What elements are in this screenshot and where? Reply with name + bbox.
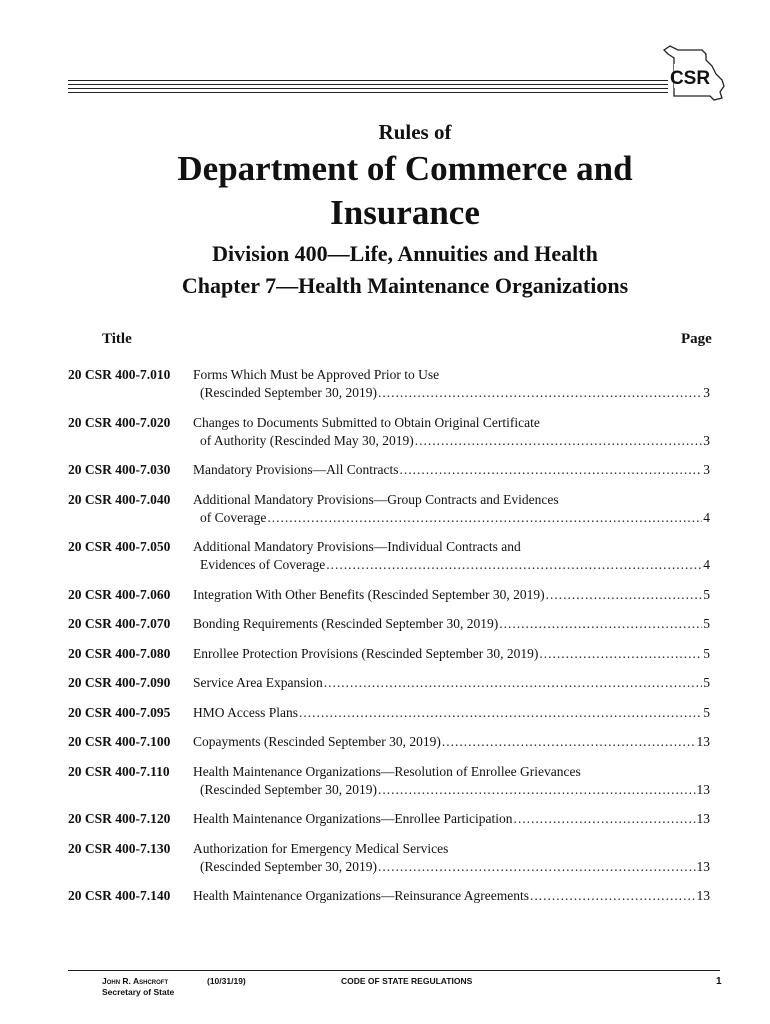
toc-entry-code: 20 CSR 400-7.070 xyxy=(68,616,171,631)
toc-page-header: Page xyxy=(681,331,712,347)
secretary-name: John R. Ashcroft xyxy=(102,976,169,986)
toc-entry-title-continued: of Authority (Rescinded May 30, 2019) xyxy=(200,432,414,448)
division-title: Division 400—Life, Annuities and Health xyxy=(212,241,598,266)
dot-leader xyxy=(378,858,696,876)
toc-entry-title-continued: (Rescinded September 30, 2019) xyxy=(200,858,377,874)
toc-entry-title: Service Area Expansion xyxy=(193,675,323,690)
toc-entry-code: 20 CSR 400-7.100 xyxy=(68,734,171,749)
toc-entry-title: Mandatory Provisions—All Contracts xyxy=(193,462,399,477)
toc-entry-title: Changes to Documents Submitted to Obtain Original Certificate xyxy=(193,414,540,430)
toc-entry-code: 20 CSR 400-7.140 xyxy=(68,888,171,903)
footer-code-label: CODE OF STATE REGULATIONS xyxy=(341,976,473,986)
toc-entry xyxy=(68,366,710,402)
dot-leader xyxy=(415,432,703,450)
toc-entry-title-continued: of Coverage xyxy=(200,509,267,525)
dot-leader xyxy=(400,461,703,479)
dot-leader xyxy=(539,645,702,663)
toc-entry xyxy=(68,461,710,479)
toc-entry-title: Additional Mandatory Provisions—Individual Contracts and xyxy=(193,539,521,554)
toc-entry xyxy=(68,763,710,799)
dot-leader xyxy=(514,810,696,828)
division-chapter-heading xyxy=(20,238,770,302)
rules-of-heading: Rules of xyxy=(378,120,452,144)
toc-entry-page: 4 xyxy=(703,509,710,525)
toc-entry-code: 20 CSR 400-7.120 xyxy=(68,811,171,826)
dot-leader xyxy=(267,509,702,527)
toc-entry-code: 20 CSR 400-7.095 xyxy=(68,704,171,720)
toc-entry xyxy=(68,491,710,527)
toc-entry-page: 3 xyxy=(703,432,710,448)
toc-entry-page: 13 xyxy=(696,734,710,749)
toc-entry-page: 13 xyxy=(696,811,710,826)
dot-leader xyxy=(499,615,702,633)
toc-entry-title-continued: (Rescinded September 30, 2019) xyxy=(200,781,377,797)
toc-entry xyxy=(68,887,710,905)
toc-entry xyxy=(68,674,710,692)
toc-entry-title: Bonding Requirements (Rescinded September 30, 2019) xyxy=(193,616,499,631)
toc-entry-page: 13 xyxy=(696,781,710,797)
toc-entry-title: Health Maintenance Organizations—Reinsurance Agreements xyxy=(193,888,530,903)
csr-logo-text: CSR xyxy=(669,68,711,89)
toc-entry xyxy=(68,704,710,722)
department-heading xyxy=(20,147,770,235)
chapter-title: Chapter 7—Health Maintenance Organizations xyxy=(181,273,629,298)
footer-date: (10/31/19) xyxy=(207,976,246,986)
toc-entry-title: Enrollee Protection Provisions (Rescinded September 30, 2019) xyxy=(193,645,539,661)
csr-logo xyxy=(660,44,730,102)
toc-entry-title-continued: (Rescinded September 30, 2019) xyxy=(200,385,377,400)
toc-entry-code: 20 CSR 400-7.060 xyxy=(68,586,171,602)
dot-leader xyxy=(326,556,702,574)
toc-entry-title: Authorization for Emergency Medical Services xyxy=(193,840,449,856)
toc-entry-title: HMO Access Plans xyxy=(193,704,298,720)
toc-entry xyxy=(68,645,710,663)
toc-entry xyxy=(68,414,710,450)
toc-entry-title: Forms Which Must be Approved Prior to Use xyxy=(193,367,440,382)
toc-entry-page: 5 xyxy=(703,586,710,602)
toc-entry-page: 4 xyxy=(703,557,710,572)
toc-entry xyxy=(68,733,710,751)
dot-leader xyxy=(324,674,703,692)
header-rules xyxy=(68,80,668,96)
department-line-2: Insurance xyxy=(330,193,480,232)
department-line-1: Department of Commerce and xyxy=(177,149,633,188)
toc-entry-code: 20 CSR 400-7.110 xyxy=(68,763,170,779)
toc-entry xyxy=(68,538,710,574)
toc-entry-page: 5 xyxy=(703,616,710,631)
dot-leader xyxy=(546,586,703,604)
toc-entry-title: Additional Mandatory Provisions—Group Contracts and Evidences xyxy=(193,491,559,507)
footer-rule xyxy=(68,970,720,971)
toc-entry-code: 20 CSR 400-7.090 xyxy=(68,675,171,690)
toc-entry-page: 13 xyxy=(696,888,710,903)
table-of-contents xyxy=(68,366,710,905)
toc-entry xyxy=(68,840,710,876)
toc-entry xyxy=(68,586,710,604)
dot-leader xyxy=(378,384,702,402)
toc-entry-page: 3 xyxy=(703,385,710,400)
toc-entry-page: 13 xyxy=(696,858,710,874)
toc-entry-code: 20 CSR 400-7.130 xyxy=(68,840,171,856)
dot-leader xyxy=(299,704,702,722)
footer-page-number: 1 xyxy=(716,976,722,987)
dot-leader xyxy=(378,781,696,799)
dot-leader xyxy=(442,733,696,751)
dot-leader xyxy=(530,887,695,905)
toc-entry-code: 20 CSR 400-7.080 xyxy=(68,645,171,661)
toc-entry-page: 3 xyxy=(703,462,710,477)
toc-entry-code: 20 CSR 400-7.030 xyxy=(68,462,171,477)
toc-entry-page: 5 xyxy=(703,704,710,720)
toc-entry-code: 20 CSR 400-7.010 xyxy=(68,367,171,382)
secretary-role: Secretary of State xyxy=(102,987,175,997)
toc-entry-title: Copayments (Rescinded September 30, 2019) xyxy=(193,734,441,749)
toc-entry xyxy=(68,810,710,828)
toc-entry-code: 20 CSR 400-7.020 xyxy=(68,414,171,430)
toc-entry-code: 20 CSR 400-7.040 xyxy=(68,491,171,507)
toc-entry xyxy=(68,615,710,633)
toc-entry-title: Health Maintenance Organizations—Resolution of Enrollee Grievances xyxy=(193,763,581,779)
toc-entry-title: Integration With Other Benefits (Rescinded September 30, 2019) xyxy=(193,586,545,602)
toc-entry-code: 20 CSR 400-7.050 xyxy=(68,539,171,554)
footer-signature xyxy=(102,976,174,998)
toc-title-header: Title xyxy=(102,331,132,347)
toc-entry-title-continued: Evidences of Coverage xyxy=(200,557,326,572)
toc-entry-page: 5 xyxy=(703,645,710,661)
toc-entry-title: Health Maintenance Organizations—Enrollee Participation xyxy=(193,811,513,826)
toc-entry-page: 5 xyxy=(703,675,710,690)
